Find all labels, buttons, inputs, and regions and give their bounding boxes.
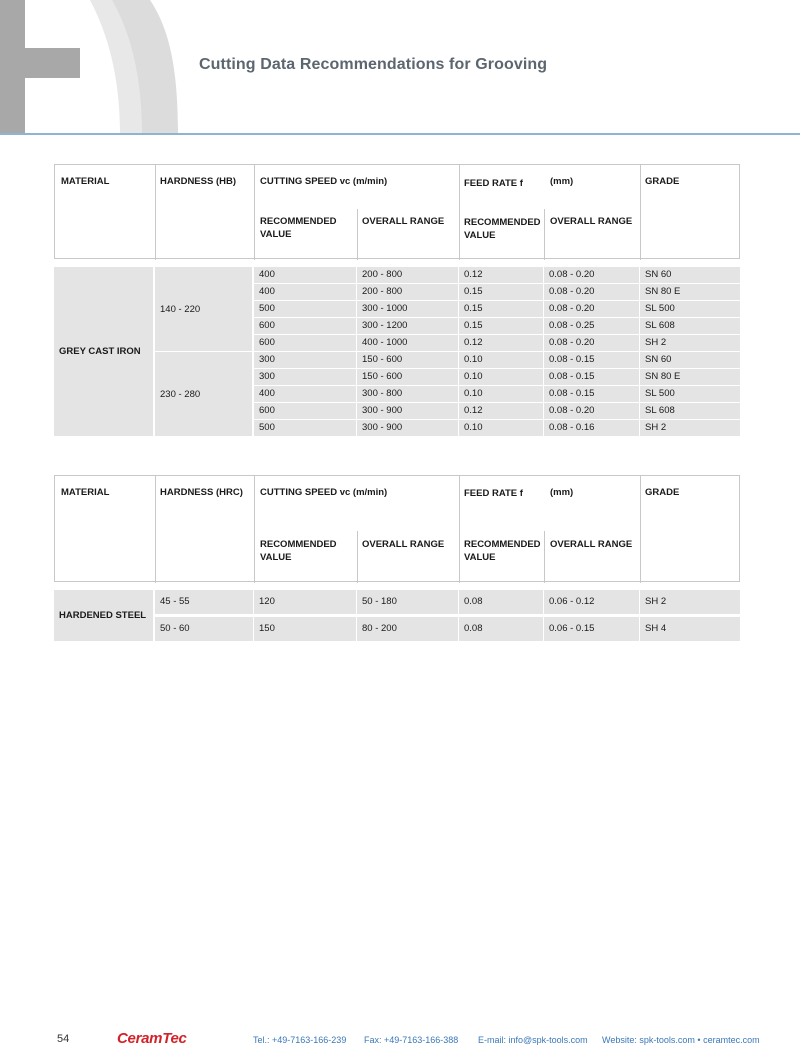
ceramtec-logo: CeramTec (117, 1030, 187, 1047)
table-header (54, 164, 740, 259)
grade-header: GRADE (645, 176, 680, 187)
cell-vc-rec: 500 (254, 301, 356, 317)
cell-f-rec: 0.15 (459, 301, 543, 317)
cell-vc-range: 50 - 180 (357, 590, 458, 614)
cell-vc-range: 300 - 800 (357, 386, 458, 402)
cell-grade: SH 2 (640, 590, 740, 614)
corner-logo-graphic (0, 0, 200, 134)
feed-unit-header: (mm) (550, 176, 574, 187)
cell-grade: SH 2 (640, 335, 740, 351)
footer-email[interactable]: E-mail: info@spk-tools.com (478, 1035, 588, 1045)
cell-f-range: 0.06 - 0.15 (544, 617, 639, 641)
page-title: Cutting Data Recommendations for Grooving (199, 56, 548, 73)
cell-f-rec: 0.10 (459, 386, 543, 402)
f-range-header: OVERALL RANGE (550, 539, 633, 550)
cell-vc-range: 200 - 800 (357, 284, 458, 300)
vc-recommended-header: RECOMMENDED VALUE (260, 216, 337, 240)
cell-vc-range: 400 - 1000 (357, 335, 458, 351)
cell-f-range: 0.08 - 0.15 (544, 352, 639, 368)
cell-f-range: 0.08 - 0.15 (544, 386, 639, 402)
cell-grade: SN 60 (640, 352, 740, 368)
cell-grade: SN 60 (640, 267, 740, 283)
cell-grade: SL 500 (640, 301, 740, 317)
cell-f-rec: 0.08 (459, 617, 543, 641)
grey-cast-iron-table (54, 164, 740, 433)
hardness-header: HARDNESS (HRC) (160, 487, 243, 498)
hardness-header: HARDNESS (HB) (160, 176, 236, 187)
cell-vc-range: 300 - 1000 (357, 301, 458, 317)
vc-range-header: OVERALL RANGE (362, 539, 445, 550)
cell-vc-range: 150 - 600 (357, 352, 458, 368)
table-body (54, 590, 740, 642)
cell-f-rec: 0.10 (459, 369, 543, 385)
cell-f-rec: 0.08 (459, 590, 543, 614)
cell-grade: SN 80 E (640, 284, 740, 300)
grade-header: GRADE (645, 487, 680, 498)
cell-f-range: 0.08 - 0.25 (544, 318, 639, 334)
feed-unit-header: (mm) (550, 487, 574, 498)
cell-vc-range: 80 - 200 (357, 617, 458, 641)
hardness-cell: 140 - 220 (155, 267, 252, 351)
cell-vc-range: 200 - 800 (357, 267, 458, 283)
cell-vc-range: 300 - 900 (357, 403, 458, 419)
hardness-cell: 230 - 280 (155, 352, 252, 436)
cell-vc-rec: 400 (254, 267, 356, 283)
cell-f-range: 0.08 - 0.15 (544, 369, 639, 385)
footer-tel: Tel.: +49-7163-166-239 (253, 1035, 347, 1045)
cell-f-range: 0.08 - 0.20 (544, 335, 639, 351)
cell-f-range: 0.08 - 0.16 (544, 420, 639, 436)
material-cell: HARDENED STEEL (54, 590, 153, 641)
material-cell: GREY CAST IRON (54, 267, 153, 436)
cell-f-range: 0.06 - 0.12 (544, 590, 639, 614)
cell-f-rec: 0.10 (459, 420, 543, 436)
cell-f-rec: 0.12 (459, 403, 543, 419)
f-recommended-header: RECOMMENDED VALUE (464, 539, 541, 563)
cell-vc-rec: 500 (254, 420, 356, 436)
hardened-steel-table (54, 475, 740, 634)
cell-f-range: 0.08 - 0.20 (544, 284, 639, 300)
cell-vc-rec: 600 (254, 335, 356, 351)
cell-grade: SH 2 (640, 420, 740, 436)
material-header: MATERIAL (61, 487, 110, 498)
cell-grade: SL 608 (640, 403, 740, 419)
cell-f-rec: 0.12 (459, 335, 543, 351)
cell-grade: SL 500 (640, 386, 740, 402)
vc-range-header: OVERALL RANGE (362, 216, 445, 227)
cell-vc-range: 300 - 1200 (357, 318, 458, 334)
cell-f-range: 0.08 - 0.20 (544, 301, 639, 317)
footer-website[interactable]: Website: spk-tools.com • ceramtec.com (602, 1035, 760, 1045)
f-range-header: OVERALL RANGE (550, 216, 633, 227)
material-header: MATERIAL (61, 176, 110, 187)
cutting-speed-header: CUTTING SPEED vc (m/min) (260, 176, 388, 187)
page-number: 54 (57, 1033, 70, 1045)
header-rule (0, 133, 800, 135)
table-body (54, 267, 740, 437)
cell-vc-rec: 600 (254, 403, 356, 419)
cell-f-range: 0.08 - 0.20 (544, 403, 639, 419)
cell-vc-range: 150 - 600 (357, 369, 458, 385)
cell-f-range: 0.08 - 0.20 (544, 267, 639, 283)
footer (0, 1030, 800, 1050)
footer-bullet: • (697, 1035, 701, 1045)
cell-f-rec: 0.10 (459, 352, 543, 368)
cell-grade: SL 608 (640, 318, 740, 334)
cell-vc-rec: 300 (254, 369, 356, 385)
feed-rate-header: FEED RATE f (464, 488, 523, 499)
vc-recommended-header: RECOMMENDED VALUE (260, 539, 337, 563)
cell-f-rec: 0.15 (459, 284, 543, 300)
cell-f-rec: 0.15 (459, 318, 543, 334)
cell-vc-rec: 400 (254, 386, 356, 402)
cell-vc-rec: 150 (254, 617, 356, 641)
cell-vc-range: 300 - 900 (357, 420, 458, 436)
corner-logo-shape (0, 0, 200, 134)
cell-vc-rec: 300 (254, 352, 356, 368)
feed-rate-header: FEED RATE f (464, 178, 523, 189)
footer-fax: Fax: +49-7163-166-388 (364, 1035, 459, 1045)
cell-grade: SN 80 E (640, 369, 740, 385)
cell-vc-rec: 400 (254, 284, 356, 300)
cell-hardness: 45 - 55 (155, 590, 253, 614)
cell-vc-rec: 120 (254, 590, 356, 614)
table-header (54, 475, 740, 582)
cell-vc-rec: 600 (254, 318, 356, 334)
cutting-speed-header: CUTTING SPEED vc (m/min) (260, 487, 388, 498)
f-recommended-header: RECOMMENDED VALUE (464, 217, 541, 241)
cell-hardness: 50 - 60 (155, 617, 253, 641)
cell-f-rec: 0.12 (459, 267, 543, 283)
cell-grade: SH 4 (640, 617, 740, 641)
